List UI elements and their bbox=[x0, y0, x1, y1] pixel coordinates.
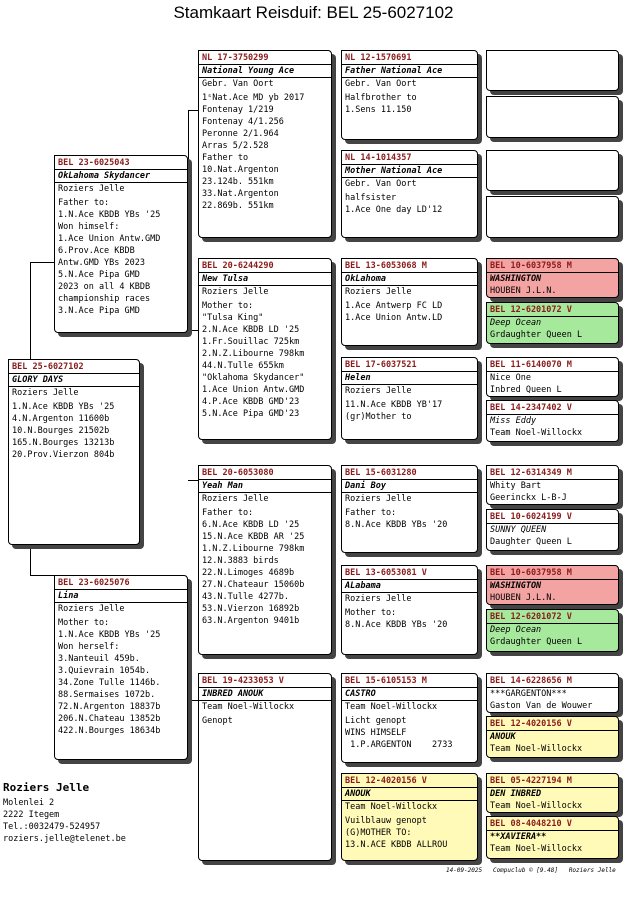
achievements: Father to: 1.N.Ace KBDB YBs '25 Won himself: 1.Ace Union Antw.GMD 6.Prov.Ace KBDB Antw.GMD YBs 2023 5.N.Ace Pipa GMD 2023 on all 4 KBDB championship races 3.N.Ace Pipa GMD bbox=[58, 198, 161, 316]
pedigree-card-empty[interactable] bbox=[486, 96, 619, 138]
ring-number: BEL 20-6244290 bbox=[202, 261, 274, 271]
owner-name: Grdaughter Queen L bbox=[490, 637, 583, 647]
pigeon-name: DEN INBRED bbox=[487, 787, 618, 800]
pigeon-name: GLORY DAYS bbox=[9, 373, 139, 387]
pedigree-card-gggp[interactable] bbox=[486, 465, 619, 505]
pigeon-name: Whity Bart bbox=[487, 479, 618, 492]
pedigree-card-gggp[interactable] bbox=[486, 509, 619, 551]
ring-number: BEL 15-6031280 bbox=[345, 468, 417, 478]
pedigree-card-empty[interactable] bbox=[486, 50, 619, 91]
achievements: Vuilblauw genopt (G)MOTHER TO: 13.N.ACE KBDB ALLROU bbox=[345, 816, 448, 850]
owner-name: Roziers Jelle bbox=[58, 184, 125, 194]
achievements: Genopt bbox=[202, 716, 233, 726]
owner-name: Team Noel-Willockx bbox=[202, 702, 295, 712]
pedigree-card-empty[interactable] bbox=[486, 196, 619, 238]
pigeon-name: WASHINGTON bbox=[487, 579, 618, 592]
pigeon-name: ANOUK bbox=[342, 787, 477, 801]
ring-number: BEL 12-4020156 V bbox=[345, 776, 427, 786]
connector bbox=[188, 700, 198, 701]
page-title: Stamkaart Reisduif: BEL 25-6027102 bbox=[173, 3, 454, 22]
pedigree-card-ggp[interactable] bbox=[341, 258, 478, 346]
ring-number: BEL 19-4233053 V bbox=[202, 676, 284, 686]
pedigree-card-gggp[interactable] bbox=[486, 773, 619, 813]
pedigree-card-gggp[interactable] bbox=[486, 400, 619, 442]
owner-phone: Tel.:0032479-524957 bbox=[3, 822, 101, 832]
pigeon-name: **XAVIERA** bbox=[487, 830, 618, 843]
owner-name: Roziers Jelle bbox=[202, 287, 269, 297]
achievements: Mother to: 1.N.Ace KBDB YBs '25 Won herself: 3.Nanteuil 459b. 3.Quievrain 1054b. 34.Zone Tulle 1146b. 88.Sermaises 1072b. 72.N.Argenton 18837b 206.N.Chateau 13852b 422.N.Bourges 18634b bbox=[58, 618, 161, 736]
connector bbox=[30, 575, 55, 576]
pigeon-name: SUNNY QUEEN bbox=[487, 523, 618, 536]
pigeon-name: ALabama bbox=[342, 579, 477, 593]
pedigree-card-ggp[interactable] bbox=[341, 465, 478, 553]
ring-number: BEL 23-6025043 bbox=[58, 158, 130, 168]
achievements: Mother to: 8.N.Ace KBDB YBs '20 bbox=[345, 608, 448, 630]
ring-number: BEL 05-4227194 M bbox=[490, 776, 572, 786]
pedigree-card-ggp[interactable] bbox=[341, 773, 478, 861]
owner-name: Team Noel-Willockx bbox=[345, 702, 438, 712]
footer-credit: 14-09-2025 Compuclub © [9.48] Roziers Jelle bbox=[446, 867, 616, 874]
owner-name: Inbred Queen L bbox=[490, 385, 562, 395]
ring-number: BEL 23-6025076 bbox=[58, 578, 130, 588]
owner-name: Gebr. Van Oort bbox=[202, 79, 274, 89]
pigeon-name: New Tulsa bbox=[199, 272, 331, 286]
pedigree-card-ggp[interactable] bbox=[341, 565, 478, 655]
connector bbox=[188, 110, 189, 160]
pigeon-name: National Young Ace bbox=[199, 64, 331, 78]
owner-name: Team Noel-Willockx bbox=[345, 802, 438, 812]
pigeon-name: OkLahoma bbox=[342, 272, 477, 286]
owner-name: Roziers Jelle bbox=[12, 388, 79, 398]
pedigree-card-gm-paternal[interactable] bbox=[198, 258, 332, 440]
owner-name: Roziers Jelle bbox=[345, 386, 412, 396]
achievements: Father to: 6.N.Ace KBDB LD '25 15.N.Ace KBDB AR '25 1.N.Z.Libourne 798km 12.N.3883 birds 22.N.Limoges 4689b 27.N.Chateaur 15060b 43.N.Tulle 4277b. 53.N.Vierzon 16892b 63.N.Argenton 9401b bbox=[202, 508, 305, 626]
ring-number: BEL 08-4048210 V bbox=[490, 819, 572, 829]
pedigree-card-gggp[interactable] bbox=[486, 357, 619, 397]
ring-number: BEL 15-6105153 M bbox=[345, 676, 427, 686]
pigeon-name: INBRED ANOUK bbox=[199, 687, 331, 701]
ring-number: BEL 14-6228656 M bbox=[490, 676, 572, 686]
pigeon-name: OkLahoma Skydancer bbox=[55, 169, 187, 183]
achievements: 1ˢNat.Ace MD yb 2017 Fontenay 1/219 Fontenay 4/1.256 Peronne 2/1.964 Arras 5/2.528 Father to 10.Nat.Argenton 23.124b. 551km 33.Nat.Argenton 22.869b. 551km bbox=[202, 93, 305, 211]
owner-name: Grdaughter Queen L bbox=[490, 330, 583, 340]
pedigree-card-father[interactable] bbox=[54, 155, 188, 333]
owner-name: Gaston Van de Wouwer bbox=[490, 701, 593, 711]
achievements: Mother to: "Tulsa King" 2.N.Ace KBDB LD '25 1.Fr.Souillac 725km 2.N.Z.Libourne 798km 44.N.Tulle 655km "Oklahoma Skydancer" 1.Ace Union Antw.GMD 4.P.Ace KBDB GMD'23 5.N.Ace Pipa GMD'23 bbox=[202, 301, 305, 419]
ring-number: BEL 10-6037958 M bbox=[490, 568, 572, 578]
pedigree-card-gf-maternal[interactable] bbox=[198, 465, 332, 655]
ring-number: BEL 13-6053068 M bbox=[345, 261, 427, 271]
pedigree-card-gf-paternal[interactable] bbox=[198, 50, 332, 238]
pedigree-card-gggp[interactable] bbox=[486, 673, 619, 713]
achievements: 1.Ace Antwerp FC LD 1.Ace Union Antw.LD bbox=[345, 301, 443, 323]
ring-number: BEL 10-6024199 V bbox=[490, 512, 572, 522]
pedigree-card-gggp[interactable] bbox=[486, 609, 619, 652]
pedigree-card-gggp[interactable] bbox=[486, 258, 619, 298]
pedigree-card-gggp[interactable] bbox=[486, 716, 619, 758]
pigeon-name: Deep Ocean bbox=[487, 623, 618, 636]
pigeon-name: Miss Eddy bbox=[487, 414, 618, 427]
connector bbox=[188, 480, 198, 481]
pedigree-card-ggp[interactable] bbox=[341, 50, 478, 140]
connector bbox=[30, 262, 31, 360]
ring-number: NL 12-1570691 bbox=[345, 53, 412, 63]
connector bbox=[188, 330, 198, 331]
pigeon-name: CASTRO bbox=[342, 687, 477, 701]
connector bbox=[30, 545, 31, 575]
ring-number: BEL 20-6053080 bbox=[202, 468, 274, 478]
ring-number: BEL 12-4020156 V bbox=[490, 719, 572, 729]
ring-number: BEL 12-6201072 V bbox=[490, 612, 572, 622]
owner-name: Roziers Jelle bbox=[345, 494, 412, 504]
pedigree-card-gggp[interactable] bbox=[486, 565, 619, 605]
ring-number: BEL 14-2347402 V bbox=[490, 403, 572, 413]
pedigree-card-gggp[interactable] bbox=[486, 816, 619, 859]
pigeon-name: Nice One bbox=[487, 371, 618, 384]
owner-name: Team Noel-Willockx bbox=[490, 744, 583, 754]
owner-name: Geerinckx L-B-J bbox=[490, 493, 567, 503]
connector bbox=[188, 110, 198, 111]
ring-number: BEL 12-6314349 M bbox=[490, 468, 572, 478]
achievements: 11.N.Ace KBDB YB'17 (gr)Mother to bbox=[345, 400, 443, 422]
pigeon-name: Dani Boy bbox=[342, 479, 477, 493]
owner-contact bbox=[3, 782, 126, 845]
pedigree-card-gm-maternal[interactable] bbox=[198, 673, 332, 861]
connector bbox=[188, 660, 189, 700]
owner-name: Roziers Jelle bbox=[345, 287, 412, 297]
owner-name: Team Noel-Willockx bbox=[490, 844, 583, 854]
owner-name: Roziers Jelle bbox=[58, 604, 125, 614]
ring-number: BEL 12-6201072 V bbox=[490, 305, 572, 315]
pigeon-name: Deep Ocean bbox=[487, 316, 618, 329]
ring-number: BEL 17-6037521 bbox=[345, 360, 417, 370]
owner-name: Gebr. Van Oort bbox=[345, 79, 417, 89]
owner-email[interactable]: roziers.jelle@telenet.be bbox=[3, 834, 126, 844]
achievements: Licht genopt WINS HIMSELF 1.P.ARGENTON 2733 bbox=[345, 716, 453, 750]
pigeon-name: ***GARGENTON*** bbox=[487, 687, 618, 700]
owner-name: Roziers Jelle bbox=[202, 494, 269, 504]
owner-name: Team Noel-Willockx bbox=[490, 801, 583, 811]
ring-number: BEL 10-6037958 M bbox=[490, 261, 572, 271]
owner-name: Team Noel-Willockx bbox=[490, 428, 583, 438]
owner-city: 2222 Itegem bbox=[3, 810, 60, 820]
owner-name: Gebr. Van Oort bbox=[345, 179, 417, 189]
owner-name: HOUBEN J.L.N. bbox=[490, 593, 557, 603]
pigeon-name: Mother National Ace bbox=[342, 164, 477, 178]
pedigree-card-gggp[interactable] bbox=[486, 302, 619, 344]
pedigree-card-empty[interactable] bbox=[486, 150, 619, 191]
pigeon-name: ANOUK bbox=[487, 730, 618, 743]
pedigree-card-ggp[interactable] bbox=[341, 673, 478, 763]
pedigree-card-subject[interactable] bbox=[8, 359, 140, 545]
pigeon-name: Yeah Man bbox=[199, 479, 331, 493]
pedigree-card-mother[interactable] bbox=[54, 575, 188, 760]
pedigree-card-ggp[interactable] bbox=[341, 150, 478, 238]
pedigree-card-ggp[interactable] bbox=[341, 357, 478, 440]
owner-name: Roziers Jelle bbox=[345, 594, 412, 604]
owner-name: HOUBEN J.L.N. bbox=[490, 286, 557, 296]
owner-name: Roziers Jelle bbox=[3, 781, 90, 794]
pigeon-name: WASHINGTON bbox=[487, 272, 618, 285]
ring-number: BEL 13-6053081 V bbox=[345, 568, 427, 578]
achievements: 1.N.Ace KBDB YBs '25 4.N.Argenton 11600b 10.N.Bourges 21502b 165.N.Bourges 13213b 20.Prov.Vierzon 804b bbox=[12, 402, 115, 460]
ring-number: BEL 11-6140070 M bbox=[490, 360, 572, 370]
pigeon-name: Helen bbox=[342, 371, 477, 385]
ring-number: BEL 25-6027102 bbox=[12, 362, 84, 372]
pigeon-name: Father National Ace bbox=[342, 64, 477, 78]
achievements: Father to: 8.N.Ace KBDB YBs '20 bbox=[345, 508, 448, 530]
ring-number: NL 17-3750299 bbox=[202, 53, 269, 63]
pigeon-name: Lina bbox=[55, 589, 187, 603]
ring-number: NL 14-1014357 bbox=[345, 153, 412, 163]
achievements: halfsister 1.Ace One day LD'12 bbox=[345, 193, 443, 215]
owner-name: Daughter Queen L bbox=[490, 537, 572, 547]
achievements: Halfbrother to 1.Sens 11.150 bbox=[345, 93, 417, 115]
connector bbox=[30, 262, 55, 263]
owner-street: Molenlei 2 bbox=[3, 798, 55, 808]
